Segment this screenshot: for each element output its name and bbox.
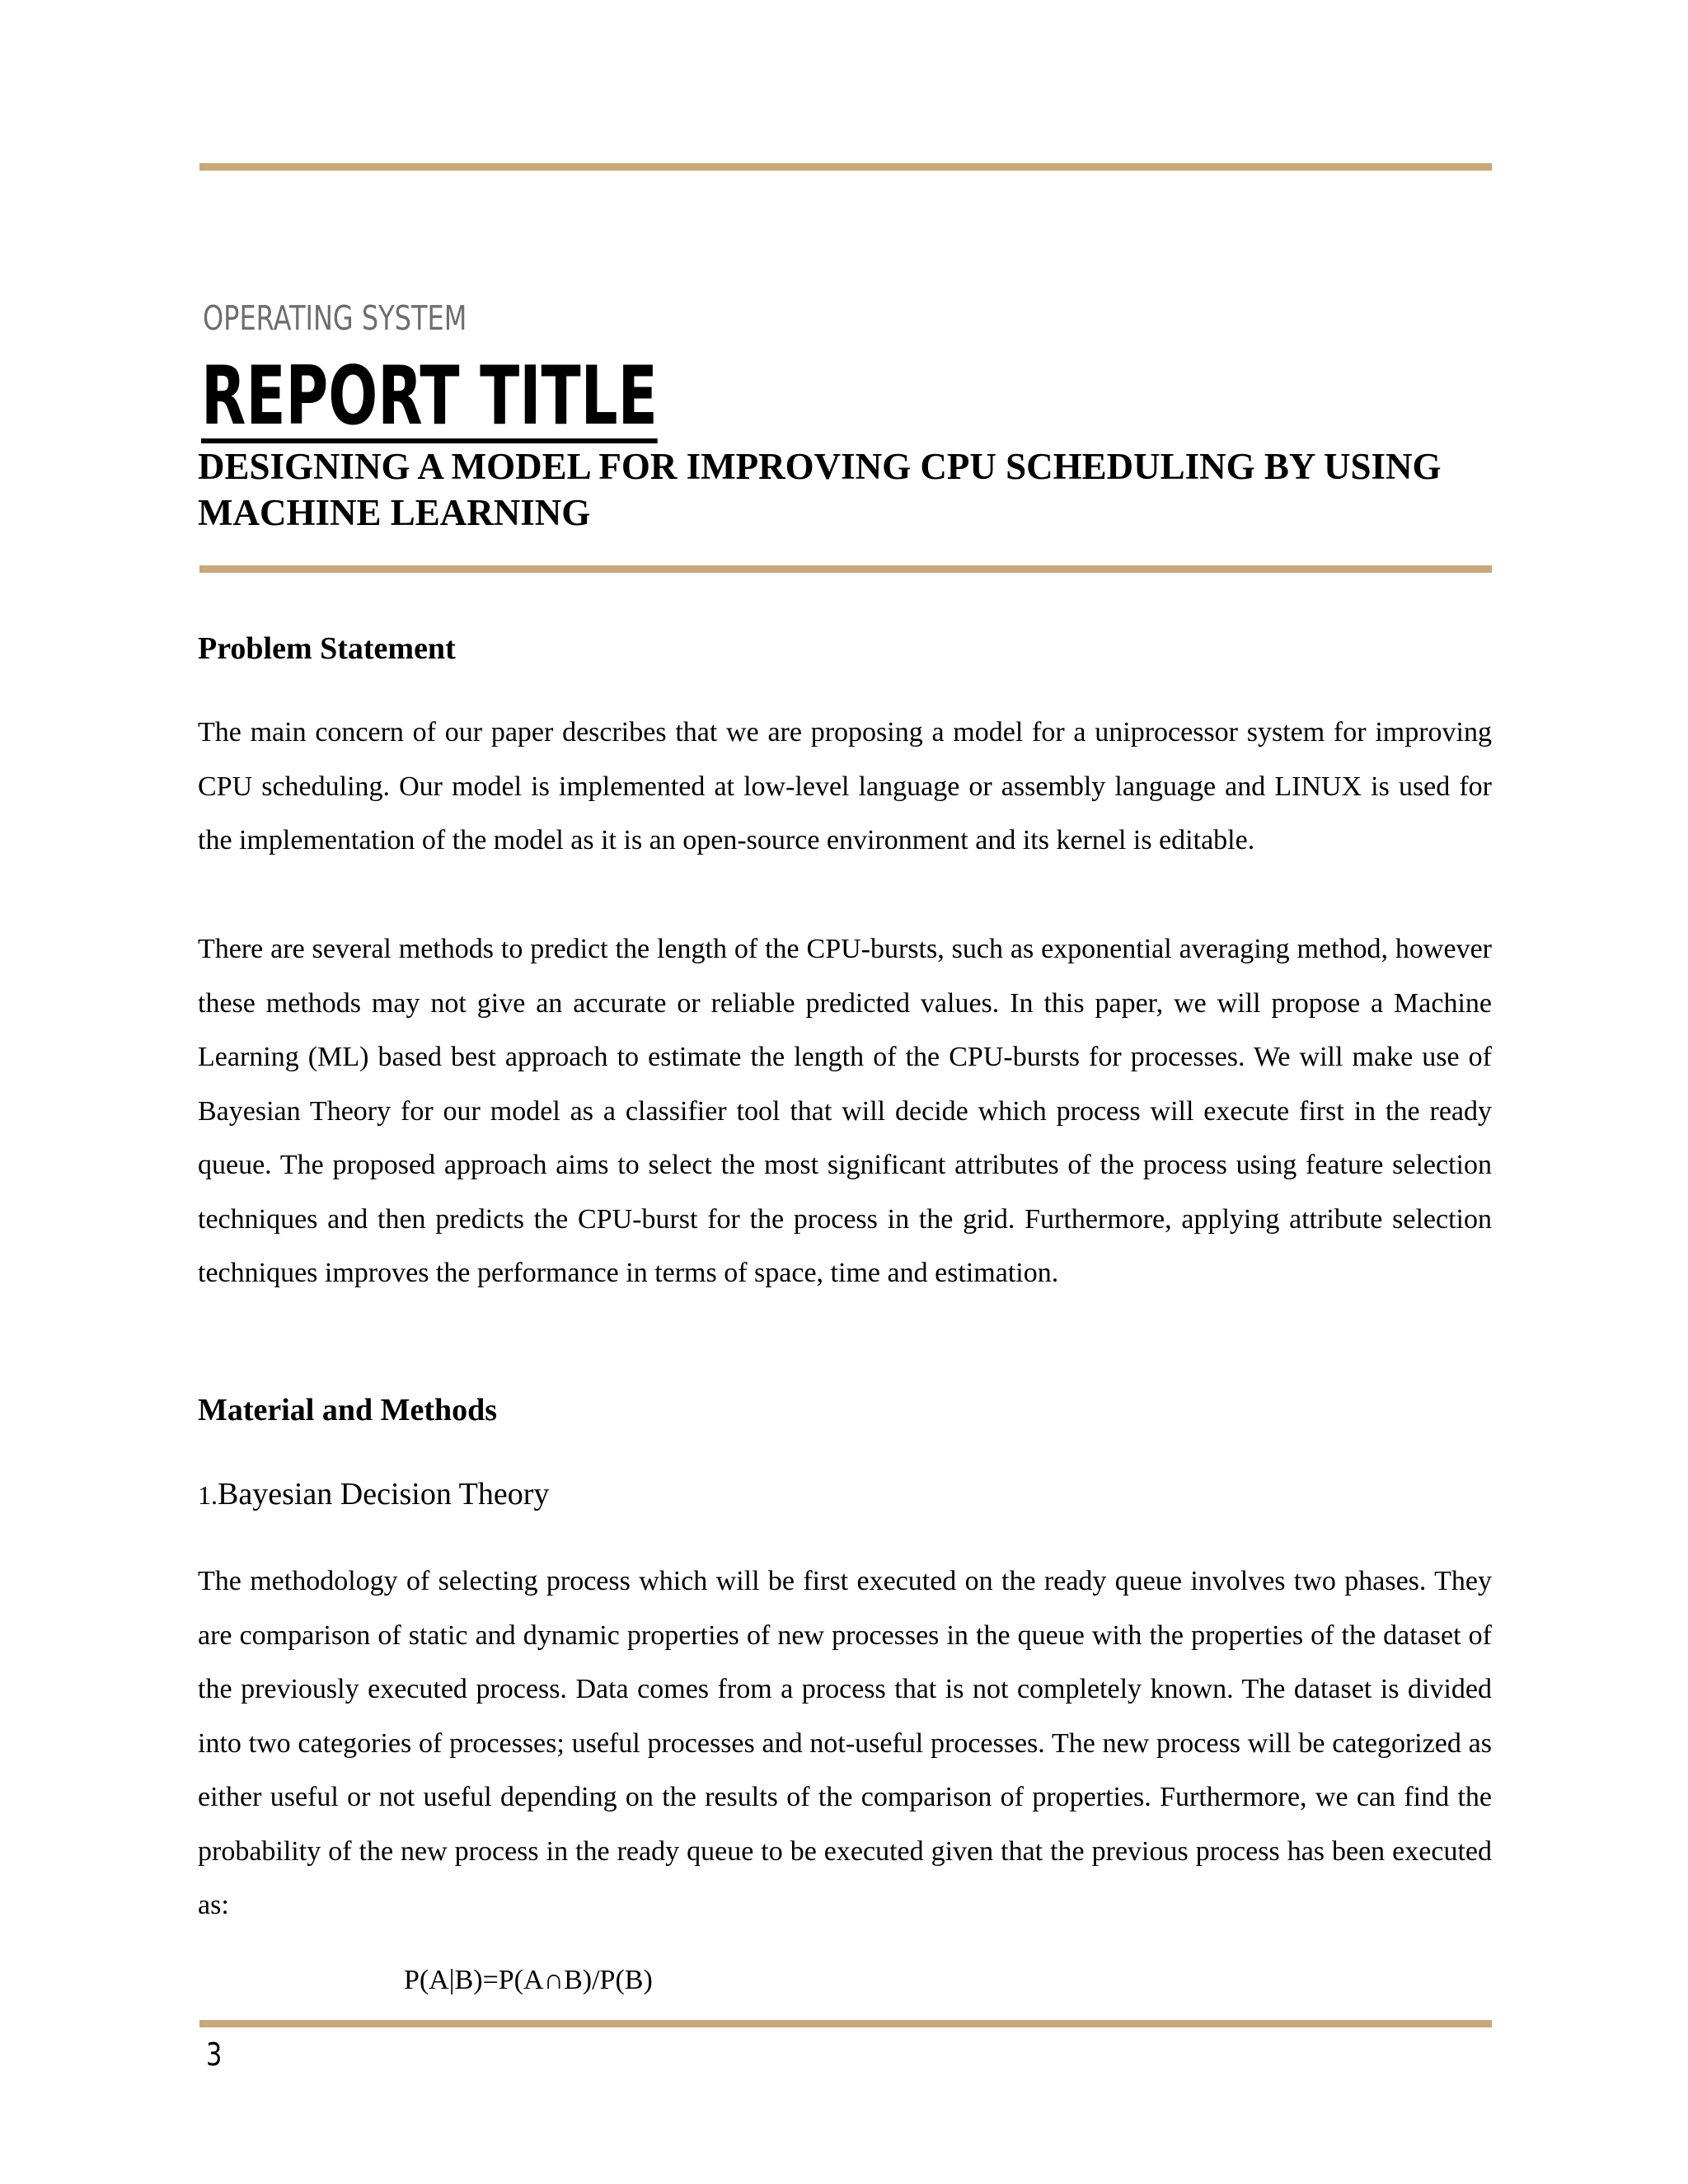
subsection-number: 1. [198,1480,218,1510]
problem-statement-heading: Problem Statement [198,631,456,666]
report-subtitle: DESIGNING A MODEL FOR IMPROVING CPU SCHEDULING BY USING MACHINE LEARNING [198,446,1442,533]
problem-paragraph-1: The main concern of our paper describes that we are proposing a model for a uniprocessor system for improving CPU scheduling. Our model is implemented at low-level language or assembly language and LINUX is used for the implementation of the model as it is an open-source environment and its kernel is editable. [198,717,1492,855]
category-label: OPERATING SYSTEM [203,298,467,338]
material-methods-heading: Material and Methods [198,1393,498,1427]
bayes-formula: P(A|B)=P(A∩B)/P(B) [404,1965,653,1995]
header-divider [199,565,1492,573]
footer-divider [199,2020,1492,2027]
page-number: 3 [206,2036,223,2073]
bayesian-subsection-heading [198,1479,549,1510]
problem-paragraph-2: There are several methods to predict the length of the CPU-bursts, such as exponential averaging method, however these methods may not give an accurate or reliable predicted values. In this paper, we will propose a Machine Learning (ML) based best approach to estimate the length of the CPU-bursts for processes. We will make use of Bayesian Theory for our model as a classifier tool that will decide which process will execute first in the ready queue. The proposed approach aims to select the most significant attributes of the process using feature selection techniques and then predicts the CPU-burst for the process in the grid. Furthermore, applying attribute selection techniques improves the performance in terms of space, time and estimation. [198,934,1492,1288]
subsection-title: Bayesian Decision Theory [218,1477,550,1511]
top-divider [199,163,1492,171]
report-title: REPORT TITLE [201,349,658,443]
methods-paragraph: The methodology of selecting process which will be first executed on the ready queue involves two phases. They are comparison of static and dynamic properties of new processes in the queue with the properties of the dataset of the previously executed process. Data comes from a process that is not completely known. The dataset is divided into two categories of processes; useful processes and not-useful processes. The new process will be categorized as either useful or not useful depending on the results of the comparison of properties. Furthermore, we can find the probability of the new process in the ready queue to be executed given that the previous process has been executed as: [198,1566,1492,1920]
